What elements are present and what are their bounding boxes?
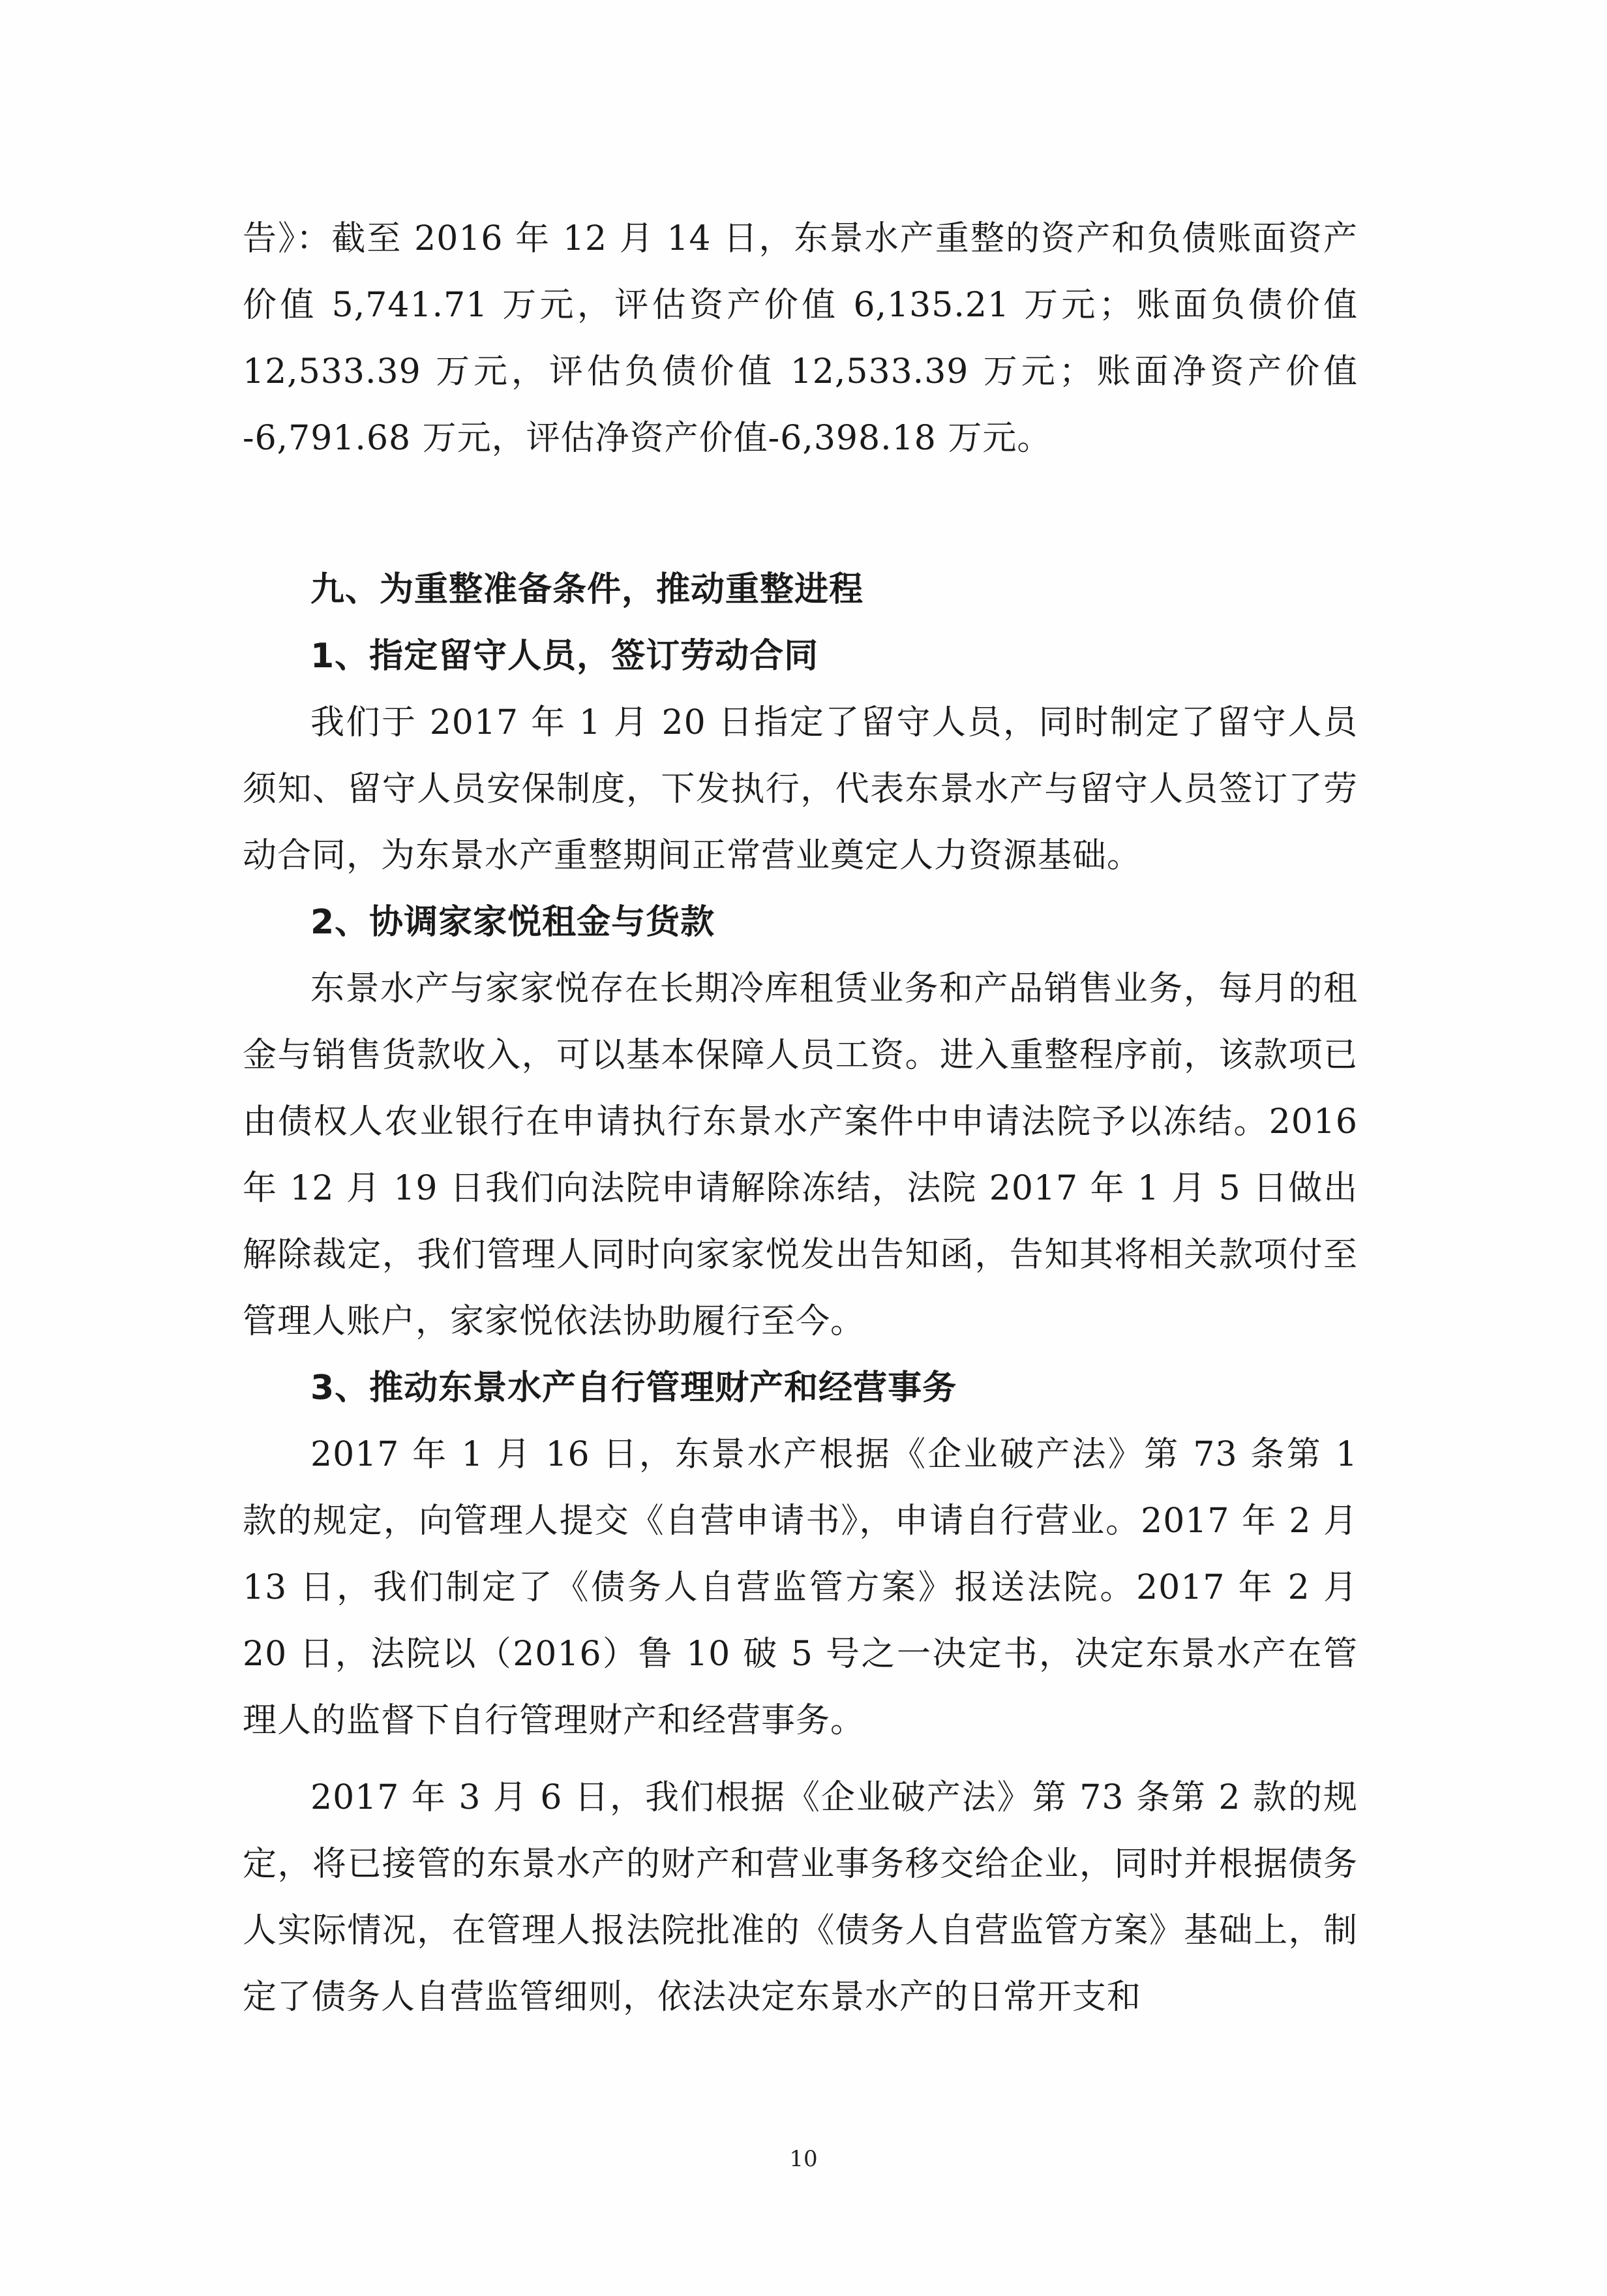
paragraph-sub2: 东景水产与家家悦存在长期冷库租赁业务和产品销售业务，每月的租金与销售货款收入，可以基本保障人员工资。进入重整程序前，该款项已由债权人农业银行在申请执行东景水产案件中申请法院予以冻结。2016 年 12 月 19 日我们向法院申请解除冻结，法院 2017 年 1 月 5 日做出解除裁定，我们管理人同时向家家悦发出告知函，告知其将相关款项付至管理人账户，家家悦依法协助履行至今。 [243,969,1358,1341]
subheading-3: 3、推动东景水产自行管理财产和经营事务 [310,1368,957,1408]
paragraph-spacer [243,1754,1358,1764]
page-number: 10 [789,2146,818,2172]
section-heading-nine: 九、为重整准备条件，推动重整进程 [310,570,864,609]
subheading-2: 2、协调家家悦租金与货款 [310,903,715,942]
paragraph-sub3-2: 2017 年 3 月 6 日，我们根据《企业破产法》第 73 条第 2 款的规定，将已接管的东景水产的财产和营业事务移交给企业，同时并根据债务人实际情况，在管理人报法院批准的《债务人自营监管方案》基础上，制定了债务人自营监管细则，依法决定东景水产的日常开支和 [243,1778,1358,2017]
paragraph-appraisal-summary: 告》：截至 2016 年 12 月 14 日，东景水产重整的资产和负债账面资产价值 5,741.71 万元，评估资产价值 6,135.21 万元；账面负债价值 12,533.39 万元，评估负债价值 12,533.39 万元；账面净资产价值 -6,791.68 万元，评估净资产价值-6,398.18 万元。 [243,219,1358,458]
paragraph-sub3-1: 2017 年 1 月 16 日，东景水产根据《企业破产法》第 73 条第 1 款的规定，向管理人提交《自营申请书》，申请自行营业。2017 年 2 月 13 日，我们制定了《债务人自营监管方案》报送法院。2017 年 2 月 20 日，法院以（2016）鲁 10 破 5 号之一决定书，决定东景水产在管理人的监督下自行管理财产和经营事务。 [243,1435,1358,1740]
document-body [243,205,1358,2031]
paragraph-sub1: 我们于 2017 年 1 月 20 日指定了留守人员，同时制定了留守人员须知、留守人员安保制度，下发执行，代表东景水产与留守人员签订了劳动合同，为东景水产重整期间正常营业奠定人力资源基础。 [243,703,1358,875]
subheading-1: 1、指定留守人员，签订劳动合同 [310,637,819,676]
section-spacer [243,472,1358,556]
